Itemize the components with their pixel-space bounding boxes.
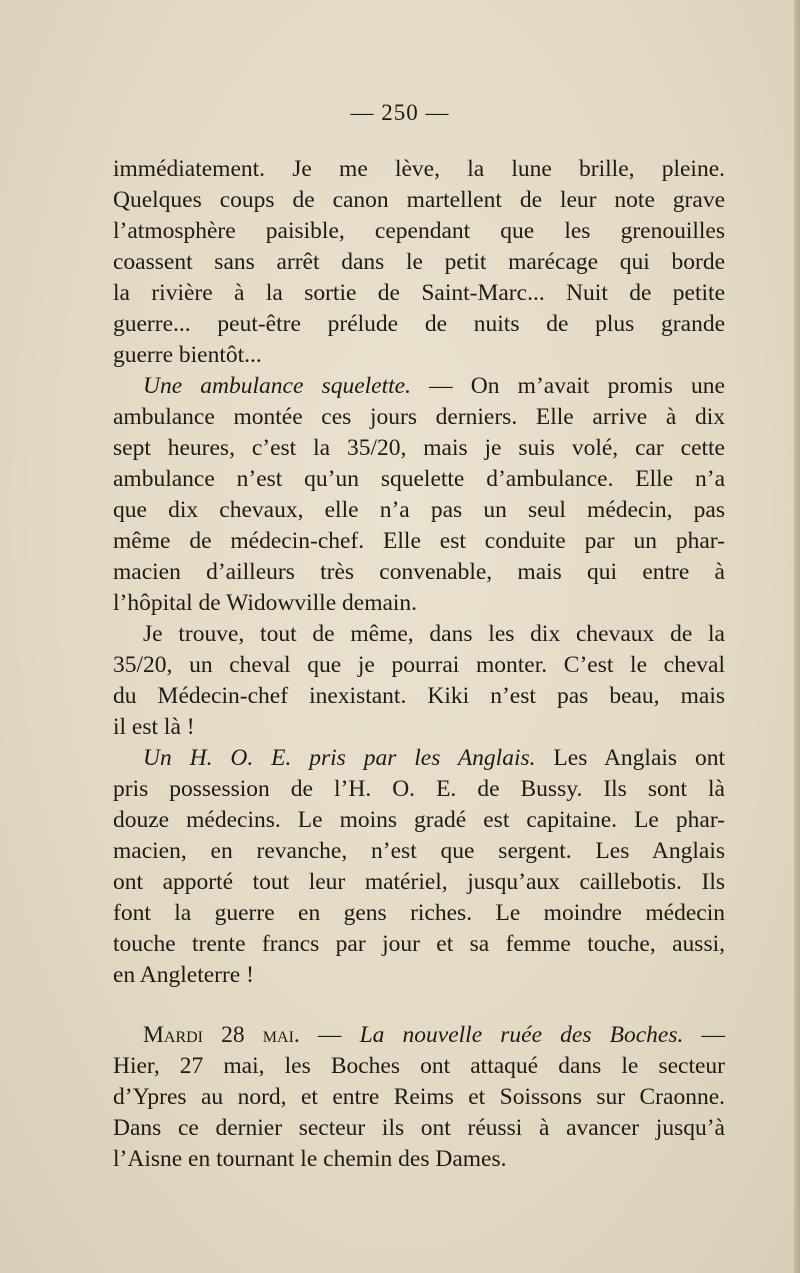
line-text: d’Ypres au nord, et entre Reims et Soissons sur Craonne. [113,1084,725,1110]
line-text: pris possession de l’H. O. E. de Bussy. Ils sont là [113,776,725,802]
line-text: Dans ce dernier secteur ils ont réussi à avancer jusqu’à [113,1115,725,1141]
text-line [113,867,725,898]
text-line [113,464,725,495]
line-text: l’hôpital de Widowville demain. [113,590,418,616]
line-text: coassent sans arrêt dans le petit marécage qui borde [113,249,725,275]
line-text: que dix chevaux, elle n’a pas un seul médecin, pas [113,497,725,523]
text-line [113,526,725,557]
section-heading: La nouvelle ruée des Boches. [359,1022,684,1048]
text-line [113,278,725,309]
text-line [113,154,725,185]
text-line [113,650,725,681]
line-text: macien, en revanche, n’est que sergent. Les Anglais [113,838,725,864]
text-line [113,1051,725,1082]
text-line [113,960,725,991]
line-text: sept heures, c’est la 35/20, mais je suis volé, car cette [113,435,725,461]
entry-date: Mardi 28 mai. [143,1022,300,1048]
text-line [113,371,725,402]
text-line [113,216,725,247]
text-line [113,836,725,867]
text-line [113,898,725,929]
line-text: Je trouve, tout de même, dans les dix chevaux de la [143,621,725,647]
line-text: font la guerre en gens riches. Le moindre médecin [113,900,725,926]
line-text: — On m’avait promis une [410,373,725,399]
line-text: touche trente francs par jour et sa femme touche, aussi, [113,931,725,957]
line-text: 35/20, un cheval que je pourrai monter. C’est le cheval [113,652,725,678]
text-line [113,588,725,619]
page-edge-shadow [794,0,800,1273]
text-line [113,929,725,960]
text-line [113,619,725,650]
page-number: — 250 — [350,100,450,125]
line-text: Les Anglais ont [535,745,725,771]
body-text [113,154,725,1175]
line-text: — [683,1022,725,1048]
line-text: en Angleterre ! [113,962,254,988]
text-line [113,247,725,278]
line-text: même de médecin-chef. Elle est conduite par un phar- [113,528,725,554]
text-line [113,309,725,340]
line-text: guerre bientôt... [113,342,262,368]
line-text: l’Aisne en tournant le chemin des Dames. [113,1146,507,1172]
line-text: ambulance montée ces jours derniers. Elle arrive à dix [113,404,725,430]
line-text: immédiatement. Je me lève, la lune brille, pleine. [113,156,725,182]
line-text: — [299,1022,360,1048]
text-line [113,743,725,774]
text-line [113,805,725,836]
line-text: il est là ! [113,714,195,740]
text-line [113,402,725,433]
text-line [113,1113,725,1144]
line-text: la rivière à la sortie de Saint-Marc... Nuit de petite [113,280,725,306]
text-line [113,557,725,588]
text-line [113,185,725,216]
line-text: ambulance n’est qu’un squelette d’ambulance. Elle n’a [113,466,725,492]
line-text: macien d’ailleurs très convenable, mais qui entre à [113,559,725,585]
line-text: ont apporté tout leur matériel, jusqu’aux caillebotis. Ils [113,869,725,895]
text-line [113,1144,725,1175]
line-text: du Médecin-chef inexistant. Kiki n’est pas beau, mais [113,683,725,709]
text-line [113,1082,725,1113]
section-heading: Une ambulance squelette. [143,373,411,399]
text-line [113,1020,725,1051]
line-text: l’atmosphère paisible, cependant que les grenouilles [113,218,725,244]
text-line [113,774,725,805]
line-text: Hier, 27 mai, les Boches ont attaqué dans le secteur [113,1053,725,1079]
text-line [113,433,725,464]
line-text: douze médecins. Le moins gradé est capitaine. Le phar- [113,807,725,833]
line-text: guerre... peut-être prélude de nuits de plus grande [113,311,725,337]
line-text: Quelques coups de canon martellent de leur note grave [113,187,725,213]
section-heading: Un H. O. E. pris par les Anglais. [143,745,536,771]
text-line [113,495,725,526]
text-line [113,681,725,712]
text-line [113,712,725,743]
text-line [113,340,725,371]
paragraph-gap [113,991,725,1020]
